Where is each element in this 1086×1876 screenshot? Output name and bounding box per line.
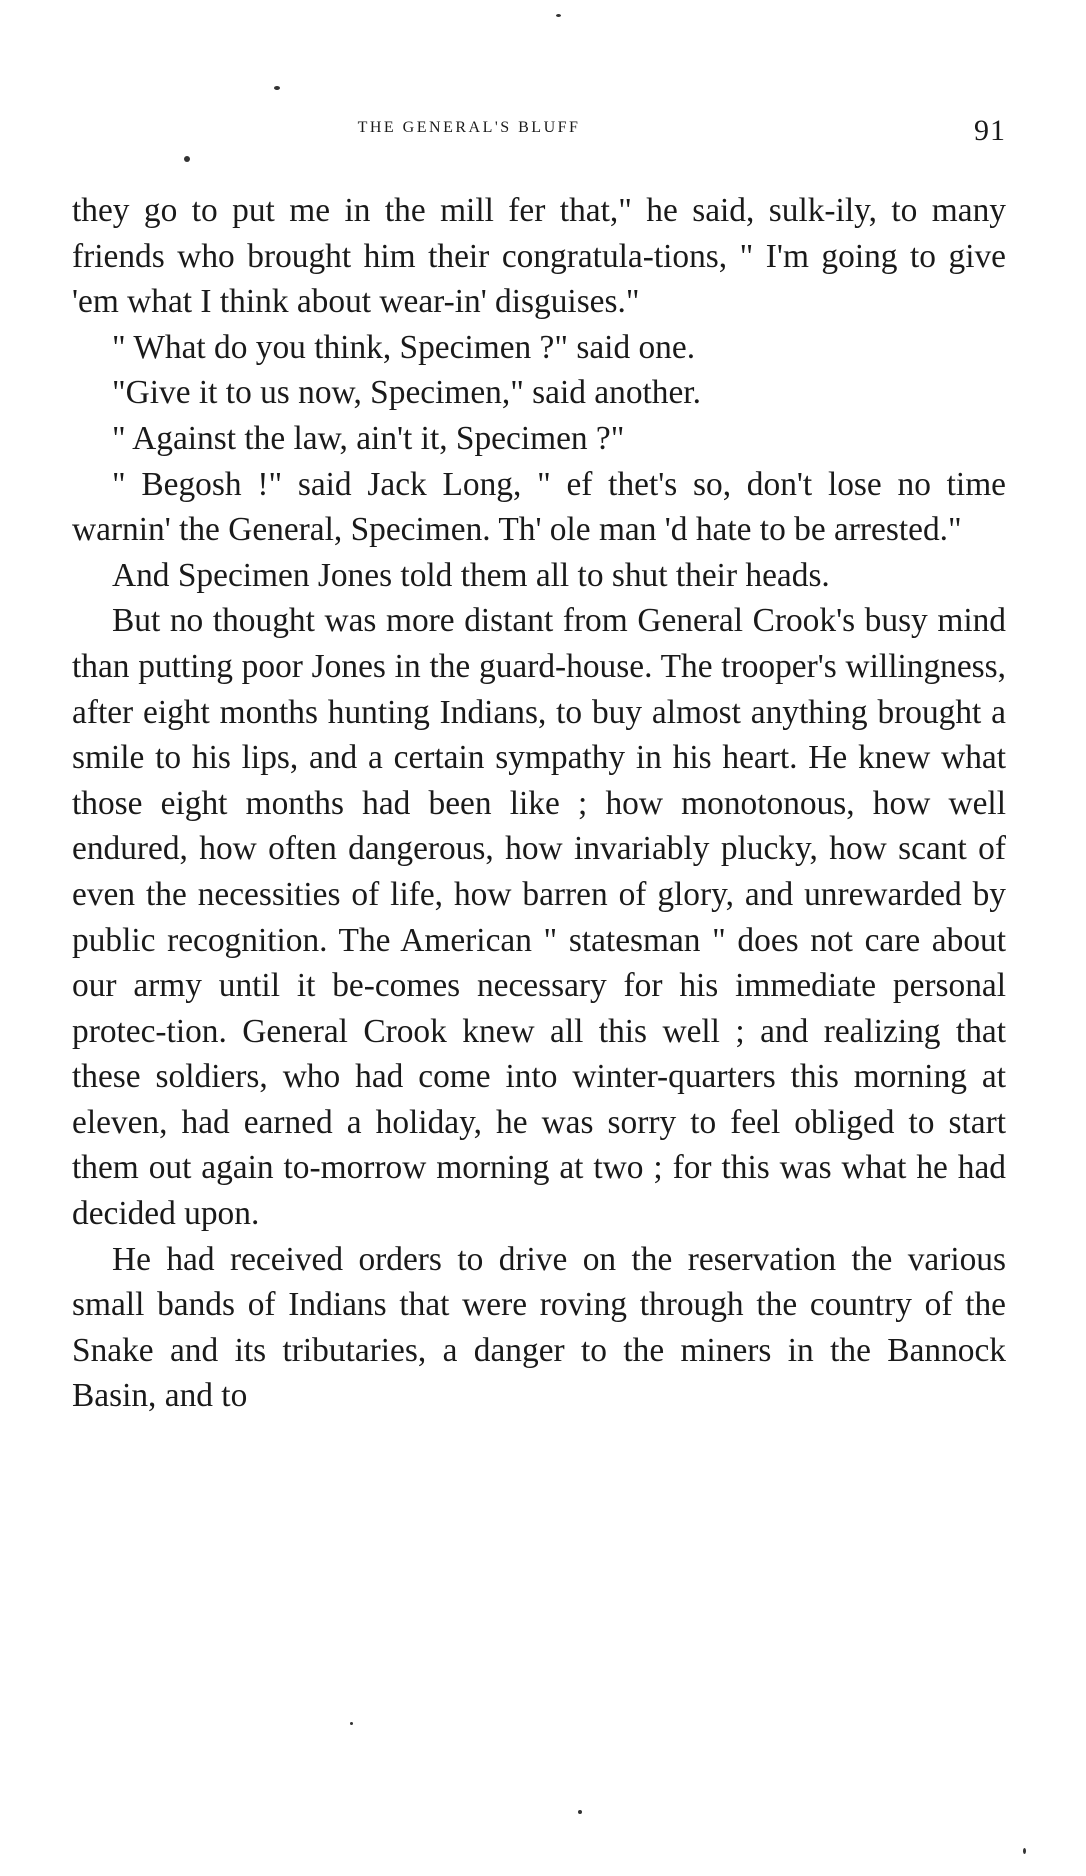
print-speck <box>578 1810 582 1814</box>
body-text <box>72 188 1006 1419</box>
paragraph: " Against the law, ain't it, Specimen ?" <box>112 419 625 457</box>
running-title: the general's bluff <box>357 112 581 137</box>
paragraph: "Give it to us now, Specimen," said another. <box>112 374 701 412</box>
paragraph: But no thought was more distant from General Crook's busy mind than putting poor Jones in the guard-house. The trooper's willingness, after eight months hunting Indians, to buy almost anything brought a smile to his lips, and a certain sympathy in his heart. He knew what those eight months had been like ; how monotonous, how well endured, how often dangerous, how invariably plucky, how scant of even the necessities of life, how barren of glory, and unrewarded by public recognition. The American " statesman " does not care about our army until it be-comes necessary for his immediate personal protec-tion. General Crook knew all this well ; and realizing that these soldiers, who had come into winter-quarters this morning at eleven, had earned a holiday, he was sorry to feel obliged to start them out again to-morrow morning at two ; for this was what he had decided upon. <box>72 602 1006 1233</box>
paragraph: " What do you think, Specimen ?" said one. <box>112 328 696 366</box>
paragraph: And Specimen Jones told them all to shut their heads. <box>112 556 830 594</box>
paragraph: they go to put me in the mill fer that," he said, sulk-ily, to many friends who brought him their congratula-tions, " I'm going to give 'em what I think about wear-in' disguises." <box>72 192 1006 321</box>
print-speck <box>274 86 280 90</box>
paragraph: He had received orders to drive on the reservation the various small bands of Indians that were roving through the country of the Snake and its tributaries, a danger to the miners in the Bannock Basin, and to <box>72 1240 1006 1415</box>
print-speck <box>184 156 190 162</box>
print-speck <box>1023 1848 1026 1854</box>
page-number: 91 <box>974 114 1006 147</box>
print-speck <box>556 14 561 17</box>
running-head <box>72 112 1006 152</box>
print-speck <box>350 1722 353 1725</box>
paragraph: " Begosh !" said Jack Long, " ef thet's so, don't lose no time warnin' the General, Specimen. Th' ole man 'd hate to be arrested." <box>72 465 1006 549</box>
